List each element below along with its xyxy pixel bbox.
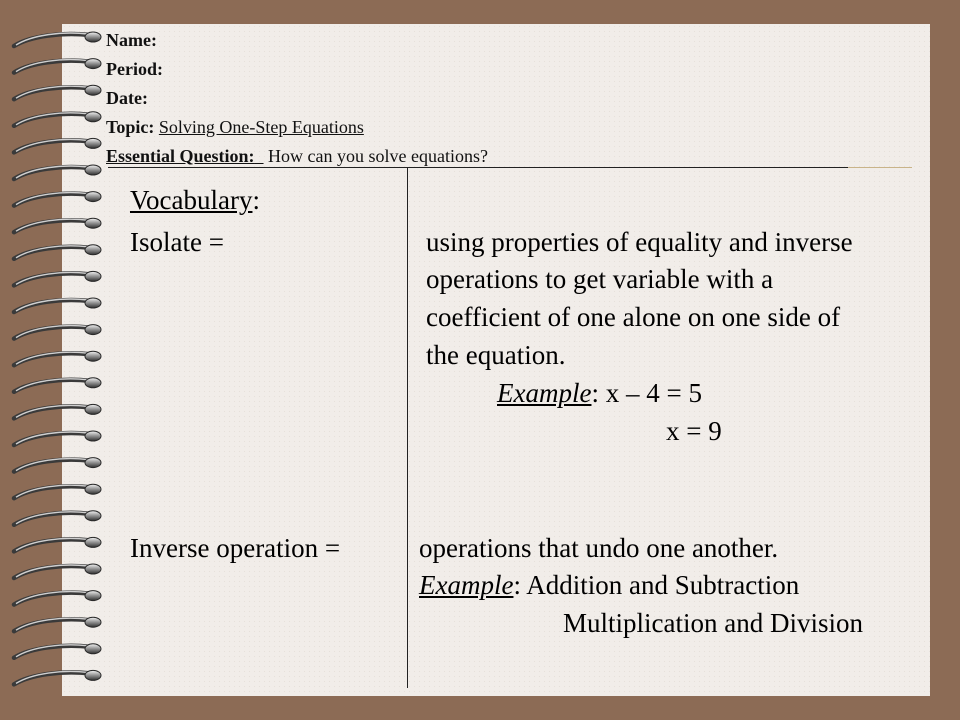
isolate-example-line-1: Example: x – 4 = 5 [497,378,702,408]
spiral-coil-icon [14,537,101,551]
column-divider [407,168,408,688]
spiral-binding-icon [0,0,110,720]
spiral-coil-icon [14,298,101,312]
topic-value: Solving One-Step Equations [158,117,364,137]
essential-question-value: How can you solve equations? [268,146,488,166]
spiral-coil-icon [14,378,101,392]
spiral-coil-icon [14,458,101,472]
spiral-coil-icon [14,192,101,206]
date-line [106,84,488,113]
spiral-coil-icon [14,591,101,605]
topic-label: Topic: [106,117,155,137]
spiral-coil-icon [14,138,101,152]
spiral-coil-icon [14,218,101,232]
date-label: Date: [106,88,148,108]
vocabulary-heading: Vocabulary: [130,185,260,215]
spiral-coil-icon [14,511,101,525]
inverse-operation-definition: operations that undo one another. [419,533,779,563]
header-divider-faded [848,167,912,168]
header-block [106,26,488,171]
isolate-definition-line-3: coefficient of one alone on one side of [426,302,841,332]
spiral-coil-icon [14,670,101,684]
spiral-coil-icon [14,165,101,179]
name-label: Name: [106,30,157,50]
spiral-coil-icon [14,85,101,99]
spiral-coil-icon [14,431,101,445]
essential-question-label: Essential Question: [106,146,255,166]
header-divider [108,167,848,168]
period-line [106,55,488,84]
isolate-definition-line-2: operations to get variable with a [426,264,774,294]
spiral-coil-icon [14,404,101,418]
spiral-coil-icon [14,351,101,365]
spiral-coil-icon [14,325,101,339]
isolate-example-line-2: x = 9 [666,416,722,446]
inverse-example-line-1: Example: Addition and Subtraction [419,570,800,600]
inverse-operation-term: Inverse operation = [130,533,341,563]
spiral-coil-icon [14,484,101,498]
period-label: Period: [106,59,163,79]
isolate-term: Isolate = [130,227,224,257]
spiral-coil-icon [14,271,101,285]
inverse-example-line-2: Multiplication and Division [563,608,863,638]
spiral-coil-icon [14,59,101,73]
spiral-coil-icon [14,112,101,126]
isolate-definition-line-4: the equation. [426,340,566,370]
spiral-coil-icon [14,245,101,259]
spiral-coil-icon [14,564,101,578]
topic-line [106,113,488,142]
spiral-coil-icon [14,617,101,631]
spiral-coil-icon [14,32,101,46]
spiral-coil-icon [14,644,101,658]
name-line [106,26,488,55]
isolate-definition-line-1: using properties of equality and inverse [426,227,853,257]
